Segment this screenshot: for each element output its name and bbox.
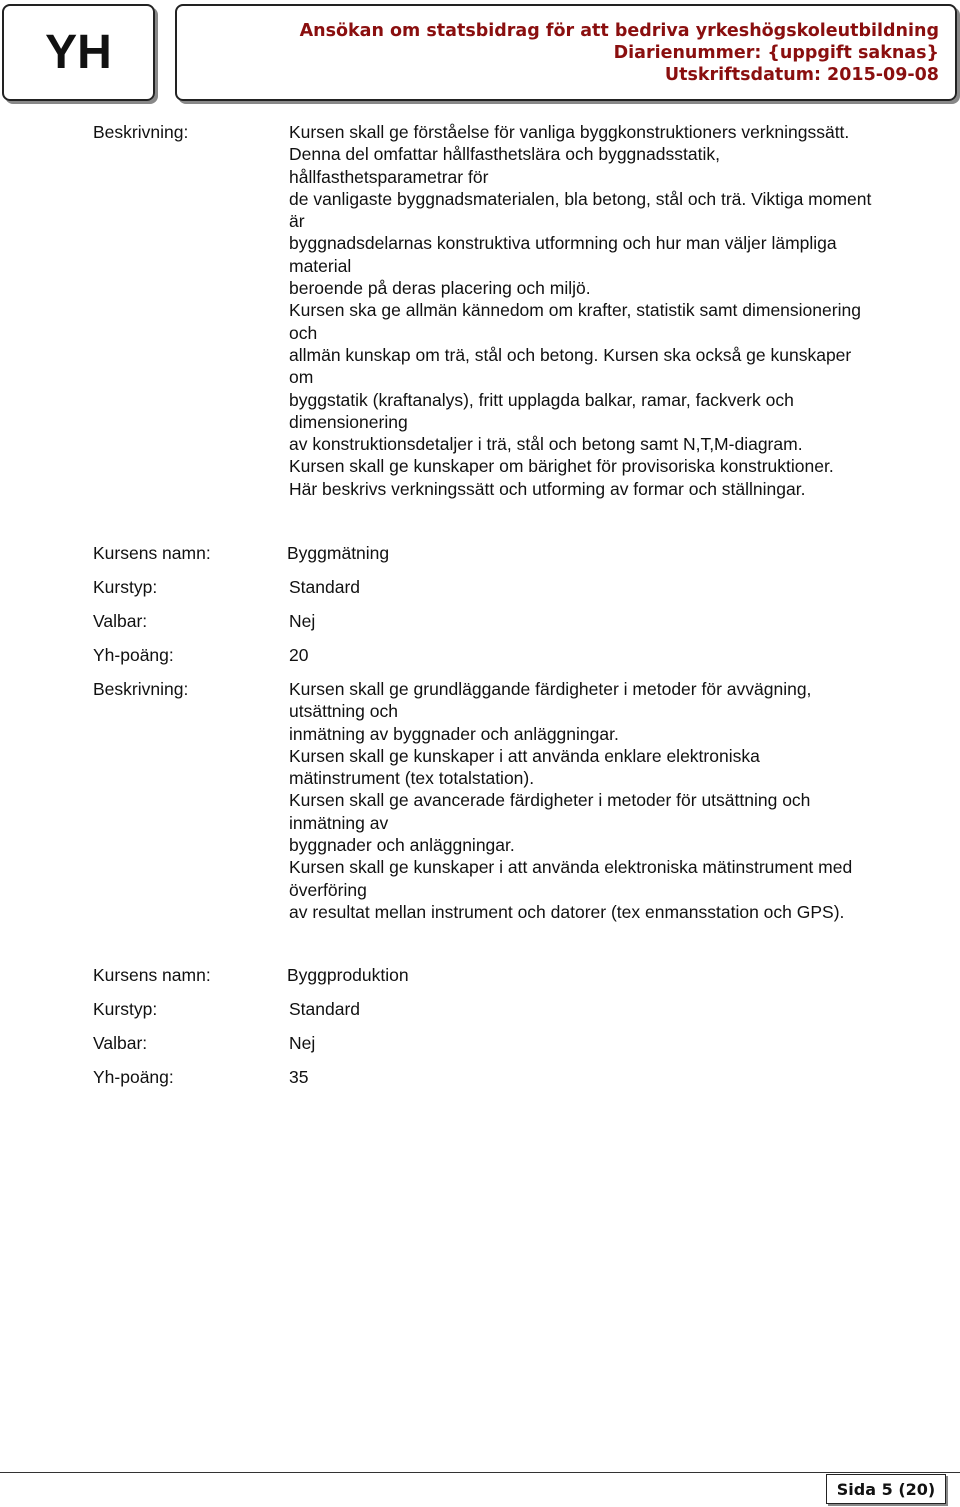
optional-label: Valbar:: [93, 1033, 148, 1053]
optional-value: Nej: [289, 611, 316, 631]
description-line: hållfasthetsparametrar för: [289, 166, 489, 187]
optional-value: Nej: [289, 1033, 316, 1053]
logo-text: YH: [45, 26, 112, 79]
description-line: Kursen ska ge allmän kännedom om krafter, statistik samt dimensionering: [289, 300, 861, 321]
optional-label: Valbar:: [93, 611, 148, 631]
description-line: om: [289, 367, 314, 388]
description-line: Kursen skall ge kunskaper i att använda enklare elektroniska: [289, 745, 760, 766]
points-value: 35: [289, 1067, 309, 1087]
course-name-label: Kursens namn:: [93, 965, 211, 985]
description-line: Kursen skall ge kunskaper i att använda elektroniska mätinstrument med: [289, 857, 853, 878]
description-line: byggnader och anläggningar.: [289, 835, 515, 856]
description-line: beroende på deras placering och miljö.: [289, 278, 591, 299]
description-line: är: [289, 211, 305, 232]
course-description: [289, 678, 949, 923]
course-description-prev: [289, 121, 949, 500]
description-line: av resultat mellan instrument och datorer (tex enmansstation och GPS).: [289, 901, 845, 922]
course-name-label: Kursens namn:: [93, 543, 211, 563]
description-line: Kursen skall ge avancerade färdigheter i metoder för utsättning och: [289, 790, 811, 811]
description-label: Beskrivning:: [93, 679, 189, 699]
description-label: Beskrivning:: [93, 122, 189, 142]
course-name-value: Byggproduktion: [287, 965, 409, 985]
document-header: [175, 4, 957, 101]
yh-logo: [2, 4, 155, 101]
description-line: inmätning av: [289, 812, 389, 833]
description-line: Kursen skall ge kunskaper om bärighet för provisoriska konstruktioner.: [289, 456, 834, 477]
description-line: Kursen skall ge grundläggande färdigheter i metoder för avvägning,: [289, 679, 812, 699]
description-line: material: [289, 255, 352, 276]
description-line: de vanligaste byggnadsmaterialen, bla betong, stål och trä. Viktiga moment: [289, 188, 872, 209]
course-type-value: Standard: [289, 577, 361, 597]
description-line: av konstruktionsdetaljer i trä, stål och betong samt N,T,M-diagram.: [289, 434, 803, 455]
description-line: Denna del omfattar hållfasthetslära och byggnadsstatik,: [289, 144, 720, 165]
points-value: 20: [289, 645, 309, 665]
points-label: Yh-poäng:: [93, 1067, 174, 1087]
description-line: Här beskrivs verkningssätt och utforming av formar och ställningar.: [289, 478, 806, 499]
description-line: inmätning av byggnader och anläggningar.: [289, 723, 619, 744]
description-line: överföring: [289, 879, 367, 900]
footer-divider: [0, 1472, 960, 1473]
course-type-label: Kurstyp:: [93, 999, 158, 1019]
description-line: mätinstrument (tex totalstation).: [289, 768, 535, 789]
description-line: dimensionering: [289, 411, 408, 432]
description-line: byggnadsdelarnas konstruktiva utformning och hur man väljer lämpliga: [289, 233, 837, 254]
course-type-label: Kurstyp:: [93, 577, 158, 597]
points-label: Yh-poäng:: [93, 645, 174, 665]
page-number: Sida 5 (20): [826, 1474, 946, 1504]
description-line: och: [289, 322, 318, 343]
print-date: Utskriftsdatum: 2015-09-08: [664, 65, 939, 85]
course-name-value: Byggmätning: [287, 543, 390, 563]
document-title: Ansökan om statsbidrag för att bedriva yrkeshögskoleutbildning: [299, 21, 939, 41]
diary-number: Diarienummer: {uppgift saknas}: [613, 43, 939, 63]
description-line: Kursen skall ge förståelse för vanliga byggkonstruktioners verkningssätt.: [289, 122, 850, 142]
description-line: byggstatik (kraftanalys), fritt upplagda balkar, ramar, fackverk och: [289, 389, 794, 410]
description-line: utsättning och: [289, 701, 398, 722]
description-line: allmän kunskap om trä, stål och betong. Kursen ska också ge kunskaper: [289, 344, 852, 365]
course-type-value: Standard: [289, 999, 361, 1019]
